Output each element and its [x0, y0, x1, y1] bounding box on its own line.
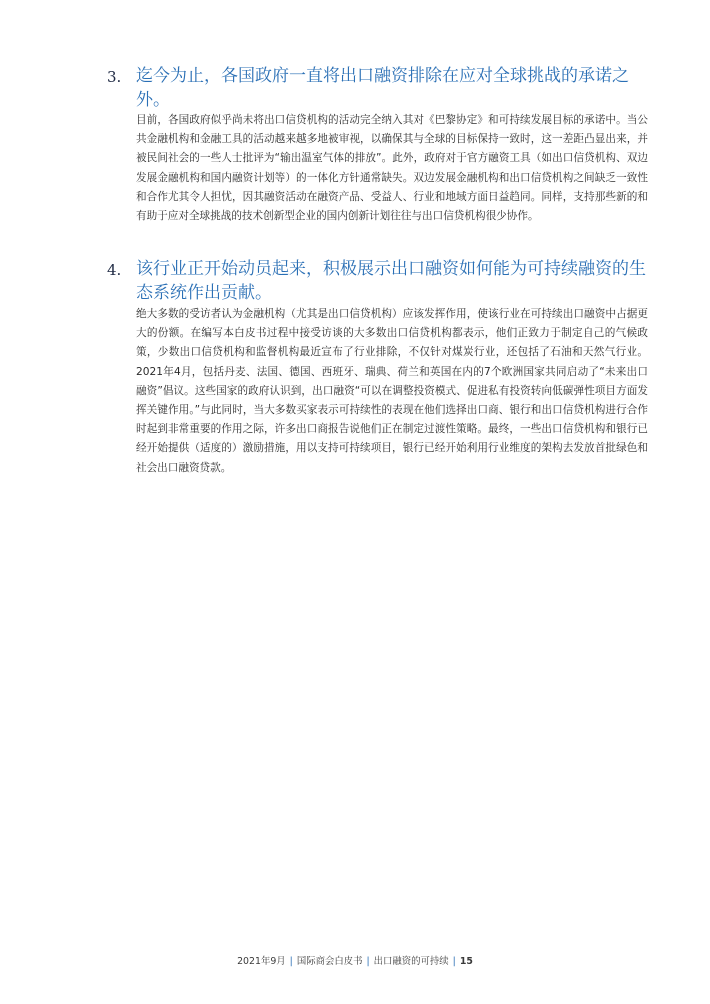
- section-body: 绝大多数的受访者认为金融机构（尤其是出口信贷机构）应该发挥作用，使该行业在可持续出口融资中占据更大的份额。在编写本白皮书过程中接受访谈的大多数出口信贷机构都表示，他们正致力于制定自己的气候政策，少数出口信贷机构和监督机构最近宣布了行业排除，不仅针对煤炭行业，还包括了石油和天然气行业。2021年4月，包括丹麦、法国、德国、西班牙、瑞典、荷兰和英国在内的7个欧洲国家共同启动了“未来出口融资”倡议。这些国家的政府认识到，出口融资“可以在调整投资模式、促进私有投资转向低碳弹性项目方面发挥关键作用。”与此同时，当大多数买家表示可持续性的表现在他们选择出口商、银行和出口信贷机构进行合作时起到非常重要的作用之际，许多出口商报告说他们正在制定过渡性策略。最终，一些出口信贷机构和银行已经开始提供（适度的）激励措施，用以支持可持续项目，银行已经开始利用行业维度的架构去发放首批绿色和社会出口融资贷款。: [136, 308, 648, 474]
- footer-date: 2021年9月: [237, 956, 286, 967]
- page-footer: [0, 953, 710, 967]
- footer-separator: |: [366, 956, 370, 967]
- section-body: 目前，各国政府似乎尚未将出口信贷机构的活动完全纳入其对《巴黎协定》和可持续发展目标的承诺中。当公共金融机构和金融工具的活动越来越多地被审视，以确保其与全球的目标保持一致时，这一差距凸显出来，并被民间社会的一些人士批评为“输出温室气体的排放”。此外，政府对于官方融资工具（如出口信贷机构、双边发展金融机构和国内融资计划等）的一体化方针通常缺失。双边发展金融机构和出口信贷机构之间缺乏一致性和合作尤其令人担忧，因其融资活动在融资产品、受益人、行业和地域方面日益趋同。同样，支持那些新的和有助于应对全球挑战的技术创新型企业的国内创新计划往往与出口信贷机构很少协作。: [136, 114, 648, 223]
- section-number: 4.: [107, 261, 122, 279]
- footer-separator: |: [452, 956, 456, 967]
- footer-title: 出口融资的可持续: [373, 956, 449, 967]
- footer-publication: 国际商会白皮书: [296, 956, 363, 967]
- page-number: 15: [459, 956, 473, 967]
- footer-separator: |: [289, 956, 293, 967]
- section-number: 3.: [107, 68, 122, 86]
- section-heading: 该行业正开始动员起来，积极展示出口融资如何能为可持续融资的生态系统作出贡献。: [136, 259, 646, 303]
- section-heading: 迄今为止，各国政府一直将出口融资排除在应对全球挑战的承诺之外。: [136, 66, 629, 110]
